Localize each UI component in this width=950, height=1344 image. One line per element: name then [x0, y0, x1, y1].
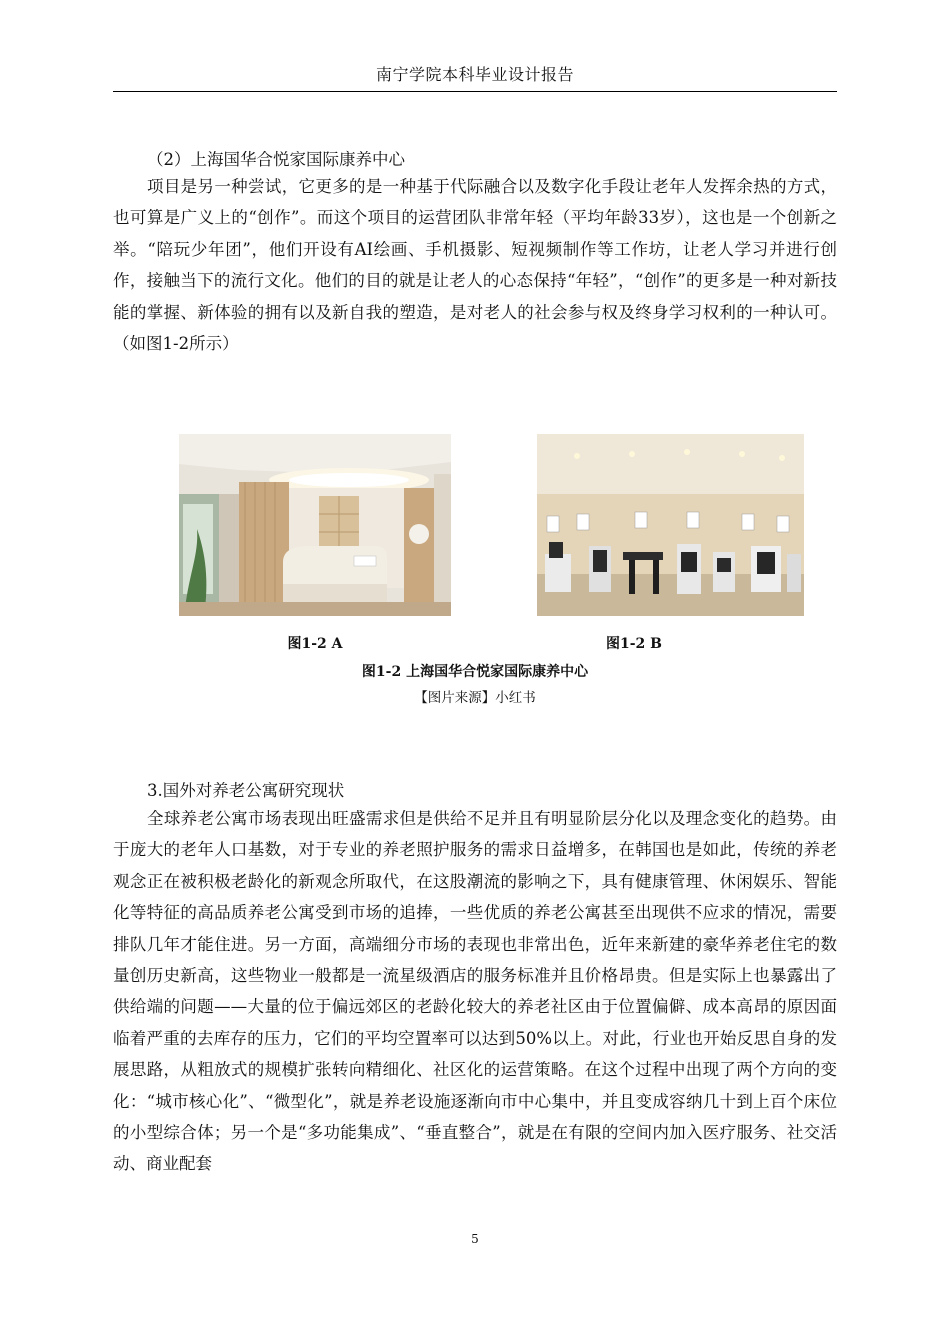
- header-rule: [113, 91, 837, 92]
- body-paragraph-case-2: 项目是另一种尝试，它更多的是一种基于代际融合以及数字化手段让老年人发挥余热的方式，也可算是广义上的“创作”。而这个项目的运营团队非常年轻（平均年龄33岁），这也是一个创新之举。“陪玩少年团”，他们开设有AI绘画、手机摄影、短视频制作等工作坊，让老人学习并进行创作，接触当下的流行文化。他们的目的就是让老人的心态保持“年轻”，“创作”的更多是一种对新技能的掌握、新体验的拥有以及新自我的塑造，是对老人的社会参与权及终身学习权利的一种认可。（如图1-2所示）: [113, 177, 837, 354]
- section-heading-case-2: （2）上海国华合悦家国际康养中心: [147, 150, 405, 169]
- figure-source-note: 【图片来源】小红书: [414, 690, 536, 706]
- page-header-title: 南宁学院本科毕业设计报告: [375, 65, 574, 84]
- body-paragraph-section-3: 全球养老公寓市场表现出旺盛需求但是供给不足并且有明显阶层分化以及理念变化的趋势。由于庞大的老年人口基数，对于专业的养老照护服务的需求日益增多，在韩国也是如此，传统的养老观念正在被积极老龄化的新观念所取代，在这股潮流的影响之下，具有健康管理、休闲娱乐、智能化等特征的高品质养老公寓受到市场的追捧，一些优质的养老公寓甚至出现供不应求的情况，需要排队几年才能住进。另一方面，高端细分市场的表现也非常出色，近年来新建的豪华养老住宅的数量创历史新高，这些物业一般都是一流星级酒店的服务标准并且价格昂贵。但是实际上也暴露出了供给端的问题——大量的位于偏远郊区的老龄化较大的养老社区由于位置偏僻、成本高昂的原因面临着严重的去库存的压力，它们的平均空置率可以达到50%以上。对此，行业也开始反思自身的发展思路，从粗放式的规模扩张转向精细化、社区化的运营策略。在这个过程中出现了两个方向的变化：“城市核心化”、“微型化”，就是养老设施逐渐向市中心集中，并且变成容纳几十到上百个床位的小型综合体；另一个是“多功能集成”、“垂直整合”，就是在有限的空间内加入医疗服务、社交活动、商业配套: [113, 809, 837, 1174]
- figure-caption-a: 图1-2 A: [287, 636, 343, 652]
- figure-caption-b: 图1-2 B: [606, 636, 662, 652]
- fitness-room-image: [537, 434, 804, 616]
- figure-1-2-a-photo: [179, 434, 451, 616]
- lobby-reception-image: [179, 434, 451, 616]
- figure-main-caption: 图1-2 上海国华合悦家国际康养中心: [361, 664, 589, 680]
- figure-1-2-b-photo: [537, 434, 804, 616]
- page-number: 5: [471, 1232, 479, 1246]
- section-heading-3: 3.国外对养老公寓研究现状: [147, 781, 345, 800]
